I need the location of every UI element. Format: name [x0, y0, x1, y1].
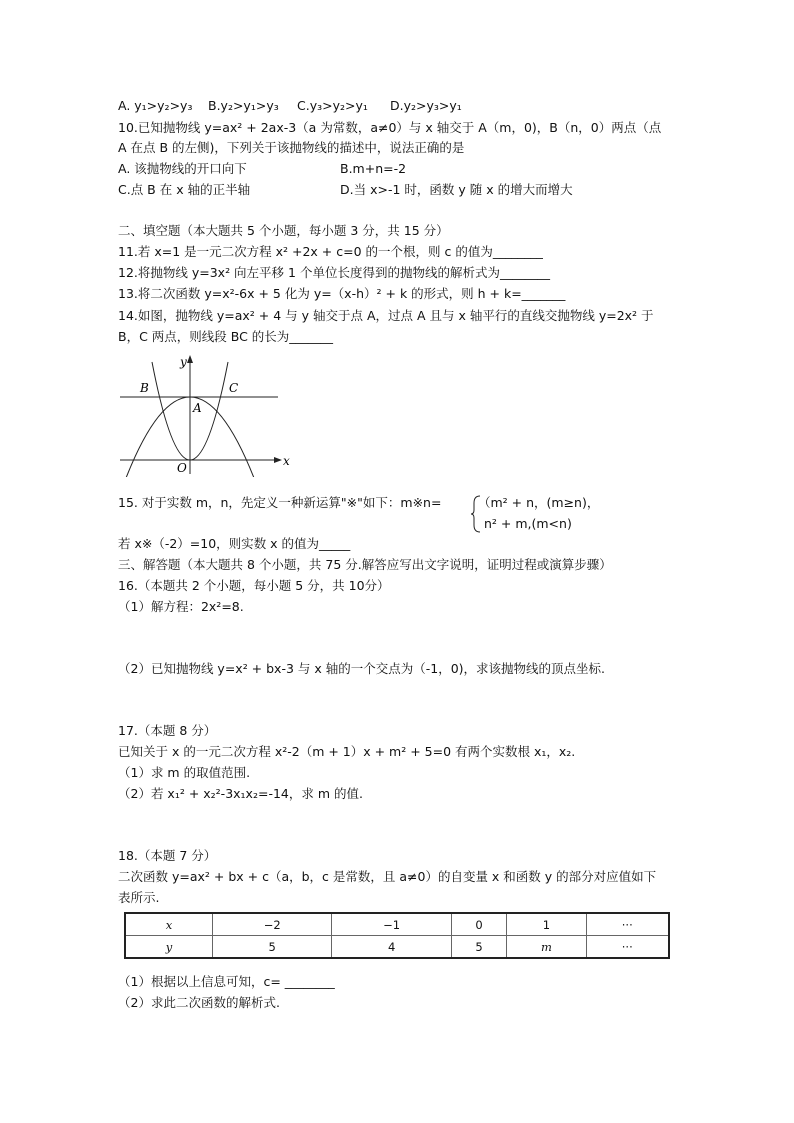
q17-stem: 已知关于 x 的一元二次方程 x²-2（m + 1）x + m² + 5=0 有两个实数根 x₁，x₂.	[118, 744, 576, 759]
x-axis-arrow	[274, 457, 282, 463]
label-c: C	[229, 381, 239, 395]
section3-heading: 三、解答题（本大题共 8 个小题，共 75 分.解答应写出文字说明，证明过程或演算步骤）	[118, 557, 612, 572]
q14-line1: 14.如图，抛物线 y=ax² + 4 与 y 轴交于点 A，过点 A 且与 x 轴平行的直线交抛物线 y=2x² 于	[118, 308, 654, 323]
q17-part2: （2）若 x₁² + x₂²-3x₁x₂=-14，求 m 的值.	[118, 786, 363, 801]
table-cell: 5	[213, 936, 332, 959]
table-cell: ···	[586, 936, 669, 959]
q10-option-a: A. 该抛物线的开口向下	[118, 161, 247, 176]
table-cell: ···	[586, 913, 669, 936]
q9-option-b: B.y₂>y₁>y₃	[208, 98, 279, 113]
y-axis-arrow	[187, 355, 193, 363]
label-o: O	[177, 461, 187, 475]
q18-part1: （1）根据以上信息可知，c= ________	[118, 974, 335, 989]
q18-title: 18.（本题 7 分）	[118, 848, 217, 863]
q15-line2: 若 x※（-2）=10，则实数 x 的值为_____	[118, 536, 351, 551]
q13-text: 13.将二次函数 y=x²-6x + 5 化为 y=（x-h）² + k 的形式，则 h + k=_______	[118, 286, 566, 301]
q11-text: 11.若 x=1 是一元二次方程 x² +2x + c=0 的一个根，则 c 的值为________	[118, 244, 543, 259]
q10-option-c: C.点 B 在 x 轴的正半轴	[118, 182, 251, 197]
q15-line1: 15. 对于实数 m，n，先定义一种新运算"※"如下：m※n=	[118, 495, 442, 510]
q9-option-c: C.y₃>y₂>y₁	[297, 98, 368, 113]
q15-case2: n² + m,(m<n)	[484, 516, 572, 531]
table-cell: 4	[332, 936, 451, 959]
q10-option-b: B.m+n=-2	[340, 161, 407, 176]
q10-stem-line1: 10.已知抛物线 y=ax² + 2ax-3（a 为常数，a≠0）与 x 轴交于 A（m，0)，B（n，0）两点（点	[118, 120, 662, 135]
label-b: B	[140, 381, 149, 395]
q14-line2: B，C 两点，则线段 BC 的长为_______	[118, 329, 334, 344]
table-cell: m	[507, 936, 586, 959]
table-cell: 0	[451, 913, 506, 936]
q12-text: 12.将抛物线 y=3x² 向左平移 1 个单位长度得到的抛物线的解析式为________	[118, 265, 550, 280]
table-row	[125, 913, 669, 936]
q16-title: 16.（本题共 2 个小题，每小题 5 分，共 10分）	[118, 578, 390, 593]
table-cell: y	[125, 936, 213, 959]
table-cell: −2	[213, 913, 332, 936]
q10-stem-line2: A 在点 B 的左侧)，下列关于该抛物线的描述中，说法正确的是	[118, 140, 465, 155]
table-cell: −1	[332, 913, 451, 936]
label-x: x	[283, 454, 290, 468]
q9-option-d: D.y₂>y₃>y₁	[390, 98, 462, 113]
table-cell: x	[125, 913, 213, 936]
q9-option-a: A. y₁>y₂>y₃	[118, 98, 193, 113]
section2-heading: 二、填空题（本大题共 5 个小题，每小题 3 分，共 15 分）	[118, 223, 449, 238]
label-y: y	[180, 355, 187, 369]
label-a: A	[193, 401, 202, 415]
q16-part2: （2）已知抛物线 y=x² + bx-3 与 x 轴的一个交点为（-1，0)，求该抛物线的顶点坐标.	[118, 661, 606, 676]
q16-part1: （1）解方程：2x²=8.	[118, 599, 244, 614]
table-cell: 5	[451, 936, 506, 959]
q10-option-d: D.当 x>-1 时，函数 y 随 x 的增大而增大	[340, 182, 573, 197]
table-cell: 1	[507, 913, 586, 936]
q18-value-table	[124, 912, 670, 959]
q18-stem-line2: 表所示.	[118, 890, 160, 905]
table-row	[125, 936, 669, 959]
q14-parabola-figure	[118, 352, 293, 477]
q18-part2: （2）求此二次函数的解析式.	[118, 995, 280, 1010]
q17-part1: （1）求 m 的取值范围.	[118, 765, 251, 780]
q15-case1: （m² + n，(m≥n)，	[478, 495, 600, 510]
q18-stem-line1: 二次函数 y=ax² + bx + c（a，b，c 是常数，且 a≠0）的自变量 x 和函数 y 的部分对应值如下	[118, 869, 657, 884]
q17-title: 17.（本题 8 分）	[118, 723, 217, 738]
